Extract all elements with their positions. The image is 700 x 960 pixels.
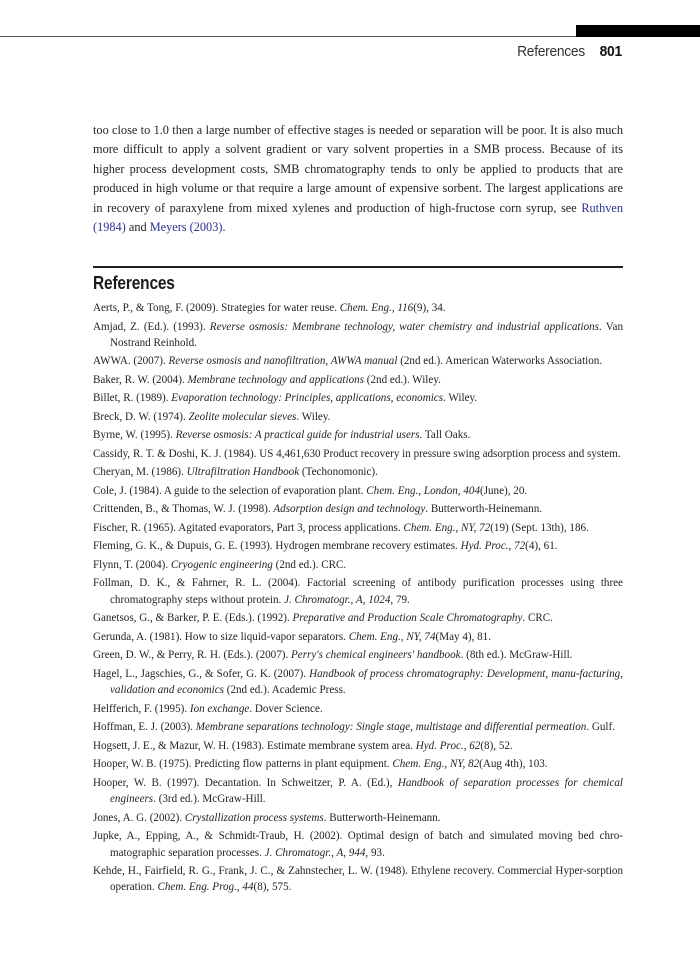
page-number: 801: [599, 43, 622, 60]
reference-text-tail: . Tall Oaks.: [419, 429, 471, 442]
header-rule: [0, 36, 577, 37]
reference-text: Hagel, L., Jagschies, G., & Sofer, G. K. (2007).: [93, 667, 310, 680]
reference-italic-title: Hyd. Proc., 62: [415, 739, 481, 752]
reference-entry: [93, 427, 623, 443]
reference-italic-title: Ion exchange: [189, 702, 250, 715]
reference-italic-title: Membrane technology and applications: [187, 373, 365, 386]
reference-entry: [93, 810, 623, 826]
reference-text-tail: . Van Nostrand Reinhold.: [110, 320, 623, 349]
reference-text: Green, D. W., & Perry, R. H. (Eds.). (2007).: [93, 649, 292, 662]
reference-text-tail: . Gulf.: [586, 721, 615, 734]
reference-entry: [93, 666, 623, 699]
reference-italic-title: Zeolite molecular sieves: [188, 410, 297, 423]
reference-italic-title: Cryogenic engineering: [170, 558, 273, 571]
reference-text: Helfferich, F. (1995).: [93, 702, 190, 715]
reference-text-tail: (8), 575.: [253, 881, 292, 894]
reference-text-tail: (9), 34.: [413, 302, 446, 314]
reference-entry: [93, 557, 623, 573]
reference-italic-title: Membrane separations technology: Single stage, multistage and differential permeation: [195, 721, 587, 734]
reference-text: Amjad, Z. (Ed.). (1993).: [93, 320, 210, 333]
reference-italic-title: Chem. Eng. Prog., 44: [157, 881, 254, 894]
reference-text: Kehde, H., Fairfield, R. G., Frank, J. C., & Zahnstecher, L. W. (1948). Ethylene recovery. Commercial Hyper-sorption operation.: [93, 865, 623, 894]
reference-text: AWWA. (2007).: [93, 355, 169, 368]
reference-text: Follman, D. K., & Fahrner, R. L. (2004). Factorial screening of antibody purification processes using three chromatography steps without protein.: [93, 577, 623, 606]
reference-text-tail: (May 4), 81.: [435, 630, 491, 643]
reference-italic-title: J. Chromatogr., A, 1024,: [284, 593, 394, 606]
reference-text-tail: (19) (Sept. 13th), 186.: [490, 521, 589, 534]
reference-text-tail: (Aug 4th), 103.: [479, 758, 548, 771]
reference-text-tail: (June), 20.: [480, 484, 528, 497]
reference-entry: [93, 353, 623, 369]
reference-text: Cole, J. (1984). A guide to the selection of evaporation plant.: [93, 484, 367, 497]
reference-text: Fleming, G. K., & Dupuis, G. E. (1993). Hydrogen membrane recovery estimates.: [93, 540, 461, 553]
reference-italic-title: Handbook of separation processes for chemical engineers: [110, 776, 623, 806]
section-rule: [93, 266, 623, 268]
reference-entry: [93, 372, 623, 388]
reference-italic-title: Perry's chemical engineers' handbook: [291, 649, 461, 662]
reference-text: Jupke, A., Epping, A., & Schmidt-Traub, H. (2002). Optimal design of batch and simulated moving bed chro-matographic separation processes.: [93, 830, 623, 859]
reference-text: Hogsett, J. E., & Mazur, W. H. (1983). Estimate membrane system area.: [93, 739, 416, 752]
reference-text: Hooper, W. B. (1997). Decantation. In Schweitzer, P. A. (Ed.),: [93, 776, 398, 789]
reference-text: Byrne, W. (1995).: [93, 429, 176, 442]
reference-italic-title: Chem. Eng., NY, 74: [348, 630, 436, 643]
reference-italic-title: J. Chromatogr., A, 944,: [264, 846, 369, 859]
reference-text-tail: (8), 52.: [480, 739, 513, 752]
reference-entry: [93, 501, 623, 517]
reference-italic-title: Chem. Eng., 116: [339, 302, 414, 314]
reference-italic-title: Evaporation technology: Principles, applications, economics: [171, 392, 444, 405]
reference-text-tail: 93.: [368, 846, 385, 859]
reference-italic-title: Hyd. Proc., 72: [460, 540, 526, 553]
reference-entry: [93, 520, 623, 536]
reference-italic-title: Chem. Eng., NY, 82: [392, 758, 480, 771]
reference-text: Crittenden, B., & Thomas, W. J. (1998).: [93, 503, 274, 516]
reference-text-tail: . Wiley.: [296, 410, 331, 423]
reference-italic-title: Chem. Eng., NY, 72: [403, 521, 491, 534]
reference-text-tail: . CRC.: [522, 612, 553, 625]
reference-text: Cassidy, R. T. & Doshi, K. J. (1984). US 4,461,630 Product recovery in pressure swing adsorption process and system.: [93, 447, 621, 460]
citation-link-ruthven[interactable]: Ruthven (1984): [93, 200, 623, 235]
reference-entry: [93, 719, 623, 735]
reference-text-tail: . Wiley.: [443, 392, 478, 405]
running-head: [517, 43, 622, 60]
reference-text-tail: (2nd ed.). Academic Press.: [224, 684, 346, 697]
reference-italic-title: Ultrafiltration Handbook: [186, 466, 300, 479]
reference-text: Jones, A. G. (2002).: [93, 811, 185, 824]
reference-text-tail: . (3rd ed.). McGraw-Hill.: [153, 793, 266, 806]
paragraph-text-middle: and: [125, 220, 150, 235]
reference-text: Ganetsos, G., & Barker, P. E. (Eds.). (1992).: [93, 612, 293, 625]
reference-italic-title: Chem. Eng., London, 404: [366, 484, 480, 497]
reference-text-tail: (2nd ed.). American Waterworks Association.: [397, 355, 603, 368]
reference-text: Hoffman, E. J. (2003).: [93, 721, 196, 734]
reference-list: [93, 300, 623, 898]
reference-text: Billet, R. (1989).: [93, 392, 172, 405]
reference-text-tail: (4), 61.: [525, 540, 558, 553]
reference-italic-title: Handbook of process chromatography: Development, manu-facturing, validation and economics: [110, 667, 623, 697]
reference-entry: [93, 701, 623, 717]
reference-text: Flynn, T. (2004).: [93, 558, 171, 571]
reference-entry: [93, 300, 623, 316]
reference-text: Hooper, W. B. (1975). Predicting flow patterns in plant equipment.: [93, 758, 393, 771]
reference-text-tail: (2nd ed.). Wiley.: [364, 373, 441, 386]
reference-italic-title: Reverse osmosis: Membrane technology, water chemistry and industrial applications: [209, 320, 599, 333]
reference-text-tail: . Dover Science.: [249, 702, 323, 715]
reference-entry: [93, 575, 623, 608]
body-paragraph: [93, 121, 623, 237]
paragraph-text-end: .: [222, 220, 226, 235]
reference-entry: [93, 863, 623, 896]
reference-entry: [93, 409, 623, 425]
running-head-section: References: [517, 43, 586, 60]
reference-entry: [93, 738, 623, 754]
reference-italic-title: Reverse osmosis and nanofiltration, AWWA manual: [168, 355, 398, 368]
reference-text-tail: . (8th ed.). McGraw-Hill.: [460, 649, 573, 662]
reference-entry: [93, 775, 623, 808]
reference-entry: [93, 756, 623, 772]
reference-italic-title: Preparative and Production Scale Chromatography: [292, 612, 523, 625]
reference-entry: [93, 319, 623, 352]
reference-text: Baker, R. W. (2004).: [93, 373, 188, 386]
reference-italic-title: Reverse osmosis: A practical guide for industrial users: [175, 429, 420, 442]
reference-entry: [93, 828, 623, 861]
section-title: References: [93, 273, 175, 293]
reference-text: Cheryan, M. (1986).: [93, 466, 187, 479]
reference-entry: [93, 610, 623, 626]
reference-entry: [93, 464, 623, 480]
reference-text: Gerunda, A. (1981). How to size liquid-vapor separators.: [93, 630, 349, 643]
reference-text-tail: . Butterworth-Heinemann.: [425, 503, 543, 516]
reference-italic-title: Adsorption design and technology: [273, 503, 426, 516]
reference-entry: [93, 483, 623, 499]
reference-entry: [93, 446, 623, 462]
reference-text: Fischer, R. (1965). Agitated evaporators, Part 3, process applications.: [93, 521, 404, 534]
reference-entry: [93, 647, 623, 663]
citation-link-meyers[interactable]: Meyers (2003): [149, 220, 223, 235]
reference-entry: [93, 538, 623, 554]
paragraph-text: too close to 1.0 then a large number of effective stages is needed or separation will be poor. It is also much more difficult to apply a solvent gradient or vary solvent properties in a SMB process. Because of its higher process development costs, SMB chromatography tends to only be applied to products that are produced in high volume or that require a large amount of expensive sorbent. The largest applications are in recovery of paraxylene from mixed xylenes and production of high-fructose corn syrup, see: [93, 123, 623, 215]
reference-text-tail: (Techonomonic).: [299, 466, 378, 479]
reference-italic-title: Crystallization process systems: [184, 811, 324, 824]
reference-text-tail: . Butterworth-Heinemann.: [323, 811, 441, 824]
reference-text-tail: (2nd ed.). CRC.: [272, 558, 347, 571]
reference-entry: [93, 390, 623, 406]
header-tab-bar: [576, 25, 700, 37]
reference-text-tail: 79.: [393, 593, 410, 606]
reference-text: Breck, D. W. (1974).: [93, 410, 189, 423]
reference-text: Aerts, P., & Tong, F. (2009). Strategies for water reuse.: [93, 302, 340, 314]
reference-entry: [93, 629, 623, 645]
